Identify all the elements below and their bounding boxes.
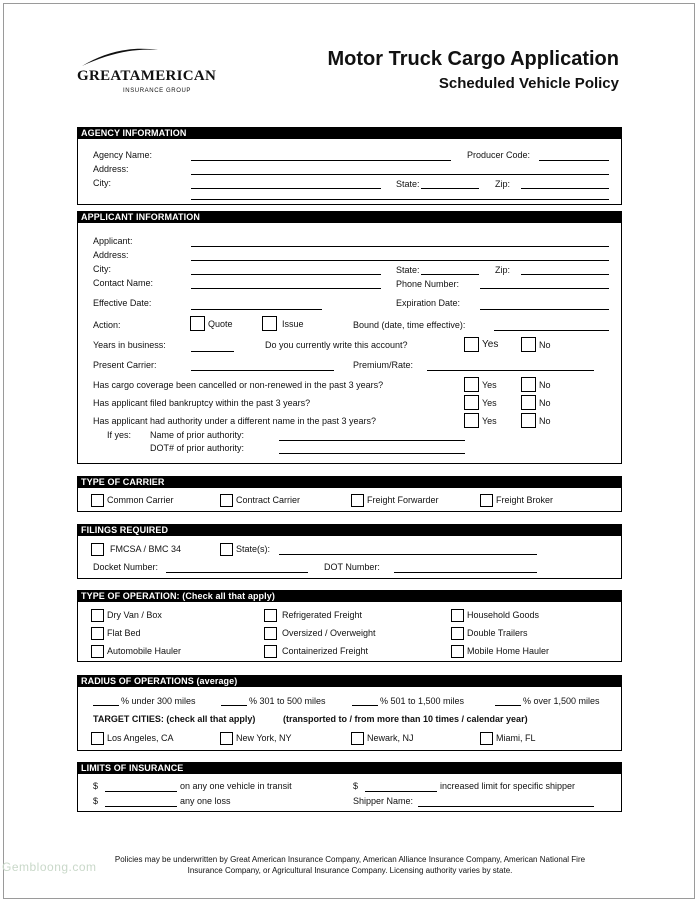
- present-carrier-field[interactable]: [191, 370, 334, 371]
- fmcsa-label: FMCSA / BMC 34: [110, 544, 182, 554]
- refrigerated-freight-checkbox[interactable]: [264, 609, 277, 622]
- radius-501-1500-label: % 501 to 1,500 miles: [380, 696, 465, 706]
- radius-over-1500-field[interactable]: [495, 705, 521, 706]
- loss-limit-dollar: $: [93, 796, 99, 806]
- cancelled-yes-checkbox[interactable]: [464, 377, 479, 392]
- radius-heading: RADIUS OF OPERATIONS (average): [77, 675, 622, 687]
- newark-checkbox[interactable]: [351, 732, 364, 745]
- cancelled-question: Has cargo coverage been cancelled or non-renewed in the past 3 years?: [93, 380, 384, 390]
- oversized-label: Oversized / Overweight: [282, 628, 376, 638]
- radius-under-300-field[interactable]: [93, 705, 119, 706]
- radius-301-500-field[interactable]: [221, 705, 247, 706]
- contact-name-label: Contact Name:: [93, 278, 154, 288]
- applicant-state-field[interactable]: [421, 274, 479, 275]
- logo-name: GREATAMERICAN: [77, 68, 217, 84]
- docket-number-field[interactable]: [166, 572, 308, 573]
- freight-forwarder-label: Freight Forwarder: [367, 495, 439, 505]
- present-carrier-label: Present Carrier:: [93, 360, 157, 370]
- automobile-hauler-checkbox[interactable]: [91, 645, 104, 658]
- applicant-address-field[interactable]: [191, 260, 609, 261]
- contract-carrier-checkbox[interactable]: [220, 494, 233, 507]
- radius-301-500-label: % 301 to 500 miles: [249, 696, 326, 706]
- docket-number-label: Docket Number:: [93, 562, 159, 572]
- shipper-name-field[interactable]: [418, 806, 594, 807]
- oversized-checkbox[interactable]: [264, 627, 277, 640]
- authority-yes-label: Yes: [482, 416, 497, 426]
- prior-authority-name-field[interactable]: [279, 440, 465, 441]
- page-subtitle: Scheduled Vehicle Policy: [438, 75, 619, 92]
- write-account-label: Do you currently write this account?: [265, 340, 408, 350]
- radius-501-1500-field[interactable]: [352, 705, 378, 706]
- footer-line-2: Insurance Company, or Agricultural Insurance Company. Licensing authority varies by state.: [187, 866, 513, 875]
- los-angeles-label: Los Angeles, CA: [107, 733, 174, 743]
- radius-under-300-label: % under 300 miles: [121, 696, 196, 706]
- mobile-home-hauler-label: Mobile Home Hauler: [467, 646, 550, 656]
- prior-authority-dot-field[interactable]: [279, 453, 465, 454]
- agency-name-field[interactable]: [191, 160, 451, 161]
- refrigerated-freight-label: Refrigerated Freight: [282, 610, 363, 620]
- write-account-yes-label: Yes: [482, 339, 499, 350]
- double-trailers-checkbox[interactable]: [451, 627, 464, 640]
- applicant-city-field[interactable]: [191, 274, 381, 275]
- los-angeles-checkbox[interactable]: [91, 732, 104, 745]
- applicant-city-label: City:: [93, 264, 111, 274]
- agency-name-label: Agency Name:: [93, 150, 153, 160]
- miami-label: Miami, FL: [496, 733, 536, 743]
- expiration-date-label: Expiration Date:: [396, 298, 461, 308]
- effective-date-label: Effective Date:: [93, 298, 152, 308]
- phone-field[interactable]: [480, 288, 609, 289]
- cancelled-yes-label: Yes: [482, 380, 497, 390]
- contract-carrier-label: Contract Carrier: [236, 495, 301, 505]
- radius-over-1500-label: % over 1,500 miles: [523, 696, 600, 706]
- miami-checkbox[interactable]: [480, 732, 493, 745]
- bankruptcy-yes-label: Yes: [482, 398, 497, 408]
- states-field[interactable]: [279, 554, 537, 555]
- common-carrier-label: Common Carrier: [107, 495, 174, 505]
- flat-bed-label: Flat Bed: [107, 628, 141, 638]
- contact-name-field[interactable]: [191, 288, 381, 289]
- applicant-label: Applicant:: [93, 236, 133, 246]
- agency-heading: AGENCY INFORMATION: [77, 127, 622, 139]
- filings-heading: FILINGS REQUIRED: [77, 524, 622, 536]
- quote-checkbox[interactable]: [190, 316, 205, 331]
- applicant-zip-field[interactable]: [521, 274, 609, 275]
- freight-broker-checkbox[interactable]: [480, 494, 493, 507]
- vehicle-limit-dollar: $: [93, 781, 99, 791]
- vehicle-limit-field[interactable]: [105, 791, 177, 792]
- premium-rate-field[interactable]: [427, 370, 594, 371]
- cancelled-no-checkbox[interactable]: [521, 377, 536, 392]
- common-carrier-checkbox[interactable]: [91, 494, 104, 507]
- dot-number-label: DOT Number:: [324, 562, 380, 572]
- household-goods-checkbox[interactable]: [451, 609, 464, 622]
- premium-rate-label: Premium/Rate:: [353, 360, 414, 370]
- authority-question: Has applicant had authority under a different name in the past 3 years?: [93, 416, 377, 426]
- agency-zip-field[interactable]: [521, 188, 609, 189]
- authority-no-label: No: [539, 416, 551, 426]
- new-york-checkbox[interactable]: [220, 732, 233, 745]
- issue-label: Issue: [282, 319, 304, 329]
- target-cities-note: (transported to / from more than 10 times / calendar year): [283, 714, 528, 724]
- increased-limit-label: increased limit for specific shipper: [440, 781, 576, 791]
- agency-state-field[interactable]: [421, 188, 479, 189]
- write-account-yes-checkbox[interactable]: [464, 337, 479, 352]
- page-title: Motor Truck Cargo Application: [327, 48, 619, 70]
- write-account-no-label: No: [539, 340, 551, 350]
- agency-address-label: Address:: [93, 164, 129, 174]
- agency-state-label: State:: [396, 179, 420, 189]
- authority-yes-checkbox[interactable]: [464, 413, 479, 428]
- agency-zip-label: Zip:: [495, 179, 511, 189]
- loss-limit-label: any one loss: [180, 796, 231, 806]
- bankruptcy-no-checkbox[interactable]: [521, 395, 536, 410]
- producer-code-field[interactable]: [539, 160, 609, 161]
- agency-city-field[interactable]: [191, 188, 381, 189]
- cancelled-no-label: No: [539, 380, 551, 390]
- bound-label: Bound (date, time effective):: [353, 320, 466, 330]
- quote-label: Quote: [208, 319, 233, 329]
- bound-field[interactable]: [494, 330, 609, 331]
- containerized-freight-checkbox[interactable]: [264, 645, 277, 658]
- fmcsa-checkbox[interactable]: [91, 543, 104, 556]
- swoosh-icon: [80, 44, 160, 68]
- action-label: Action:: [93, 320, 121, 330]
- states-checkbox[interactable]: [220, 543, 233, 556]
- watermark: Gembloong.com: [2, 860, 97, 874]
- vehicle-limit-label: on any one vehicle in transit: [180, 781, 292, 791]
- dot-number-field[interactable]: [394, 572, 537, 573]
- increased-limit-field[interactable]: [365, 791, 437, 792]
- household-goods-label: Household Goods: [467, 610, 540, 620]
- agency-city-label: City:: [93, 178, 111, 188]
- increased-limit-dollar: $: [353, 781, 359, 791]
- limits-heading: LIMITS OF INSURANCE: [77, 762, 622, 774]
- years-business-field[interactable]: [191, 351, 234, 352]
- footer-line-1: Policies may be underwritten by Great American Insurance Company, American Alliance Insurance Company, American National Fire: [114, 855, 586, 864]
- applicant-heading: APPLICANT INFORMATION: [77, 211, 622, 223]
- applicant-zip-label: Zip:: [495, 265, 511, 275]
- freight-broker-label: Freight Broker: [496, 495, 554, 505]
- newark-label: Newark, NJ: [367, 733, 414, 743]
- producer-code-label: Producer Code:: [467, 150, 531, 160]
- prior-authority-dot-label: DOT# of prior authority:: [150, 443, 245, 453]
- states-label: State(s):: [236, 544, 271, 554]
- agency-extra-line[interactable]: [191, 199, 609, 200]
- applicant-address-label: Address:: [93, 250, 129, 260]
- agency-address-field[interactable]: [191, 174, 609, 175]
- authority-no-checkbox[interactable]: [521, 413, 536, 428]
- mobile-home-hauler-checkbox[interactable]: [451, 645, 464, 658]
- new-york-label: New York, NY: [236, 733, 292, 743]
- operation-heading: TYPE OF OPERATION: (Check all that apply): [77, 590, 622, 602]
- applicant-field[interactable]: [191, 246, 609, 247]
- if-yes-label: If yes:: [107, 430, 132, 440]
- effective-date-field[interactable]: [191, 309, 322, 310]
- write-account-no-checkbox[interactable]: [521, 337, 536, 352]
- containerized-freight-label: Containerized Freight: [282, 646, 369, 656]
- dry-van-checkbox[interactable]: [91, 609, 104, 622]
- issue-checkbox[interactable]: [262, 316, 277, 331]
- flat-bed-checkbox[interactable]: [91, 627, 104, 640]
- applicant-state-label: State:: [396, 265, 420, 275]
- automobile-hauler-label: Automobile Hauler: [107, 646, 182, 656]
- expiration-date-field[interactable]: [480, 309, 609, 310]
- prior-authority-name-label: Name of prior authority:: [150, 430, 245, 440]
- bankruptcy-yes-checkbox[interactable]: [464, 395, 479, 410]
- target-cities-label: TARGET CITIES: (check all that apply): [93, 714, 256, 724]
- freight-forwarder-checkbox[interactable]: [351, 494, 364, 507]
- bankruptcy-no-label: No: [539, 398, 551, 408]
- loss-limit-field[interactable]: [105, 806, 177, 807]
- double-trailers-label: Double Trailers: [467, 628, 528, 638]
- bankruptcy-question: Has applicant filed bankruptcy within the past 3 years?: [93, 398, 311, 408]
- carrier-heading: TYPE OF CARRIER: [77, 476, 622, 488]
- dry-van-label: Dry Van / Box: [107, 610, 162, 620]
- shipper-name-label: Shipper Name:: [353, 796, 414, 806]
- logo-subtitle: INSURANCE GROUP: [123, 88, 192, 94]
- years-business-label: Years in business:: [93, 340, 166, 350]
- phone-label: Phone Number:: [396, 279, 460, 289]
